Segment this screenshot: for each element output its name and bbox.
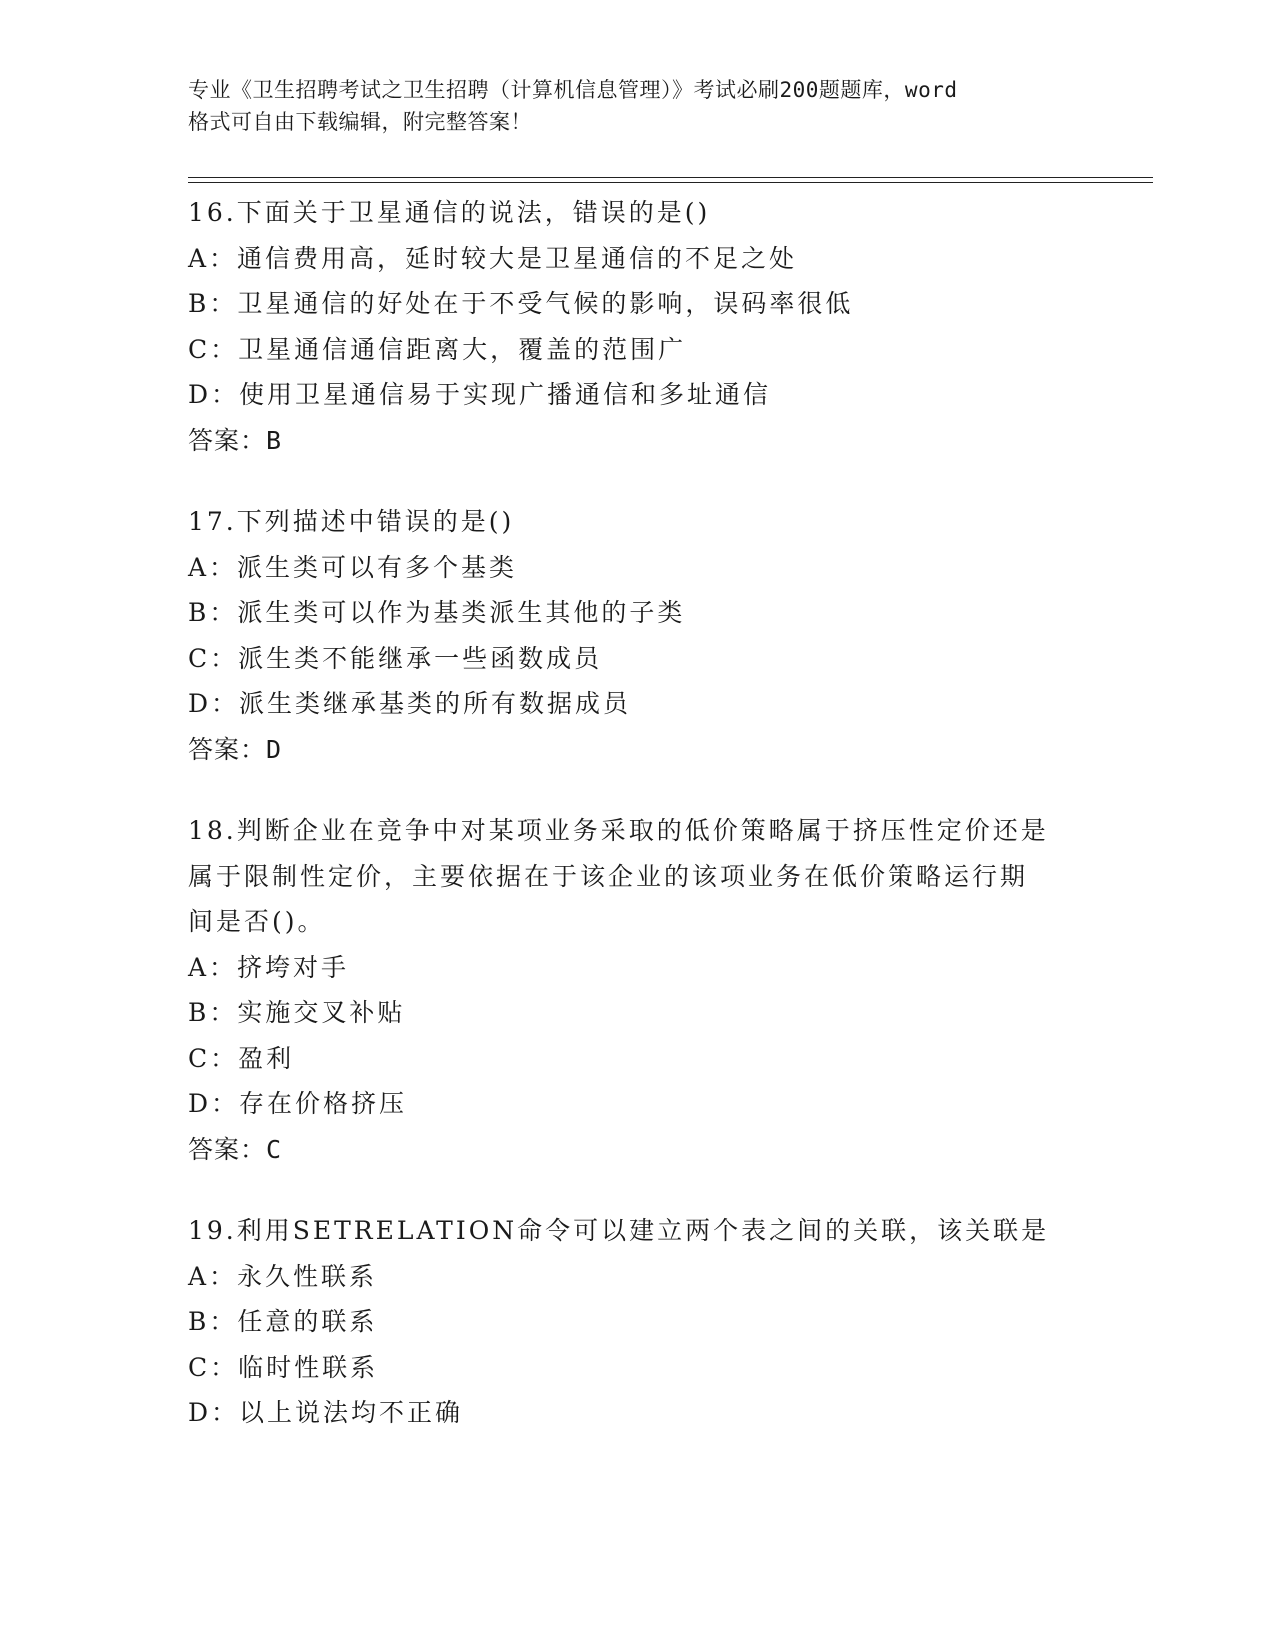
option-c: C：盈利 [188, 1043, 295, 1073]
option-d: D：派生类继承基类的所有数据成员 [188, 689, 632, 718]
question-stem: 17.下列描述中错误的是() [188, 507, 515, 536]
option-d: D：以上说法均不正确 [188, 1398, 464, 1427]
document-header [188, 74, 1088, 138]
option-d: D：使用卫星通信易于实现广播通信和多址通信 [188, 380, 772, 409]
question-stem-line-3: 间是否()。 [188, 907, 326, 936]
question-stem: 19.利用SETRELATION命令可以建立两个表之间的关联，该关联是 [188, 1216, 1050, 1245]
option-b: B：任意的联系 [188, 1307, 378, 1336]
option-c: C：卫星通信通信距离大，覆盖的范围广 [188, 334, 687, 364]
option-b: B：派生类可以作为基类派生其他的子类 [188, 598, 686, 627]
header-line-1: 专业《卫生招聘考试之卫生招聘（计算机信息管理）》考试必刷200题题库，word [188, 78, 958, 102]
answer-line: 答案：B [188, 425, 283, 455]
option-a: A：通信费用高，延时较大是卫星通信的不足之处 [188, 243, 798, 273]
header-divider-top [188, 177, 1153, 178]
header-line-2: 格式可自由下载编辑，附完整答案！ [188, 110, 532, 134]
option-a: A：挤垮对手 [188, 952, 350, 982]
option-b: B：卫星通信的好处在于不受气候的影响，误码率很低 [188, 289, 854, 318]
question-stem: 16.下面关于卫星通信的说法，错误的是() [188, 198, 711, 227]
option-c: C：临时性联系 [188, 1352, 379, 1382]
question-stem-line-1: 18.判断企业在竞争中对某项业务采取的低价策略属于挤压性定价还是 [188, 816, 1049, 845]
question-17 [188, 499, 1088, 772]
option-a: A：永久性联系 [188, 1261, 378, 1291]
answer-line: 答案：D [188, 734, 283, 764]
question-18 [188, 808, 1088, 1172]
option-d: D：存在价格挤压 [188, 1089, 408, 1118]
header-divider-bottom [188, 182, 1153, 183]
question-list [188, 190, 1088, 1472]
question-16 [188, 190, 1088, 463]
question-stem-line-2: 属于限制性定价，主要依据在于该企业的该项业务在低价策略运行期 [188, 861, 1029, 891]
option-c: C：派生类不能继承一些函数成员 [188, 643, 603, 673]
question-19 [188, 1208, 1088, 1436]
option-b: B：实施交叉补贴 [188, 998, 406, 1027]
option-a: A：派生类可以有多个基类 [188, 552, 518, 582]
answer-line: 答案：C [188, 1134, 283, 1164]
